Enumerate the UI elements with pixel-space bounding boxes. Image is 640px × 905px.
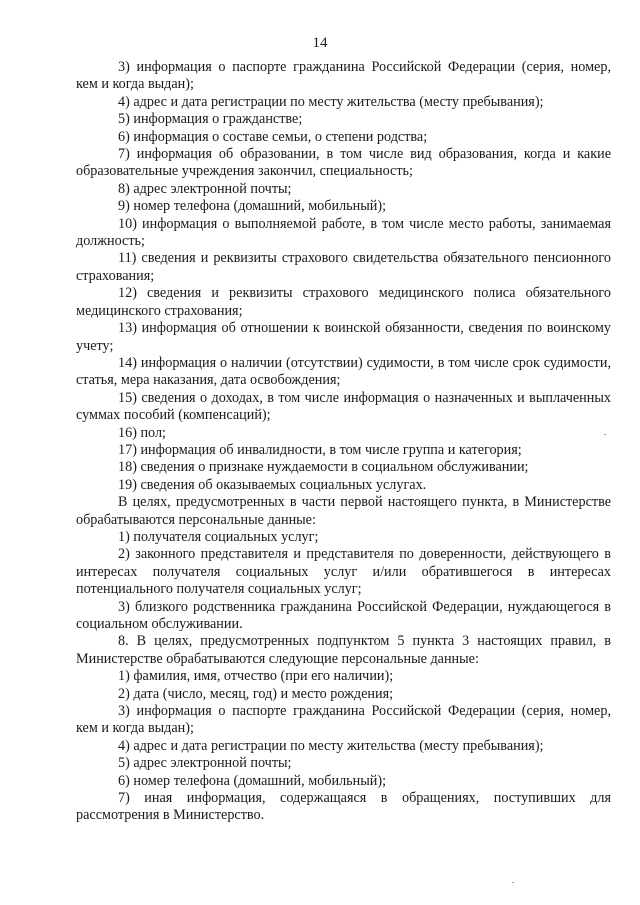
list-item-legal-representative: 2) законного представителя и представителя по доверенности, действующего в интересах получателя социальных услуг и/или обратившегося в интересах потенциального получателя социальных услуг;: [76, 546, 611, 598]
list-item-phone-2: 6) номер телефона (домашний, мобильный);: [118, 772, 387, 789]
list-item-family: 6) информация о составе семьи, о степени родства;: [118, 128, 428, 145]
list-item-disability: 17) информация об инвалидности, в том числе группа и категория;: [118, 441, 522, 458]
paragraph-purposes-part-one: В целях, предусмотренных в части первой настоящего пункта, в Министерстве обрабатываются персональные данные:: [76, 494, 611, 528]
list-item-registration-address: 4) адрес и дата регистрации по месту жительства (месту пребывания);: [118, 93, 544, 110]
document-body: [76, 59, 611, 825]
list-item-close-relative: 3) близкого родственника гражданина Российской Федерации, нуждающегося в социальном обслуживании.: [76, 598, 611, 632]
list-item-citizenship: 5) информация о гражданстве;: [118, 111, 303, 128]
list-item-phone: 9) номер телефона (домашний, мобильный);: [118, 198, 387, 215]
paragraph-section-8: 8. В целях, предусмотренных подпунктом 5 пункта 3 настоящих правил, в Министерстве обрабатываются следующие персональные данные:: [76, 633, 611, 667]
list-item-other-info: 7) иная информация, содержащаяся в обращениях, поступивших для рассмотрения в Министерство.: [76, 790, 611, 824]
list-item-passport: 3) информация о паспорте гражданина Российской Федерации (серия, номер, кем и когда выдан);: [76, 59, 611, 93]
list-item-social-need: 18) сведения о признаке нуждаемости в социальном обслуживании;: [118, 459, 529, 476]
list-item-service-recipient: 1) получателя социальных услуг;: [118, 528, 319, 545]
list-item-income: 15) сведения о доходах, в том числе информация о назначенных и выплаченных суммах пособий (компенсаций);: [76, 389, 611, 424]
list-item-pension-insurance: 11) сведения и реквизиты страхового свидетельства обязательного пенсионного страхования;: [76, 250, 611, 284]
list-item-education: 7) информация об образовании, в том числе вид образования, когда и какие образовательные учреждения закончил, специальность;: [76, 146, 611, 180]
list-item-email: 8) адрес электронной почты;: [118, 180, 292, 197]
list-item-military: 13) информация об отношении к воинской обязанности, сведения по воинскому учету;: [76, 320, 611, 354]
list-item-work: 10) информация о выполняемой работе, в том числе место работы, занимаемая должность;: [76, 215, 611, 250]
scan-artifact: [604, 434, 606, 435]
list-item-registration-address-2: 4) адрес и дата регистрации по месту жительства (месту пребывания);: [118, 737, 544, 754]
list-item-criminal-record: 14) информация о наличии (отсутствии) судимости, в том числе срок судимости, статья, мера наказания, дата освобождения;: [76, 354, 611, 389]
list-item-full-name: 1) фамилия, имя, отчество (при его наличии);: [118, 668, 394, 685]
list-item-sex: 16) пол;: [118, 424, 166, 441]
list-item-birth: 2) дата (число, месяц, год) и место рождения;: [118, 685, 394, 702]
scan-artifact: [512, 882, 514, 883]
list-item-email-2: 5) адрес электронной почты;: [118, 755, 292, 772]
list-item-medical-insurance: 12) сведения и реквизиты страхового медицинского полиса обязательного медицинского страхования;: [76, 285, 611, 319]
list-item-passport-2: 3) информация о паспорте гражданина Российской Федерации (серия, номер, кем и когда выдан);: [76, 703, 611, 737]
page-number: 14: [312, 35, 328, 51]
list-item-social-services: 19) сведения об оказываемых социальных услугах.: [118, 476, 427, 493]
